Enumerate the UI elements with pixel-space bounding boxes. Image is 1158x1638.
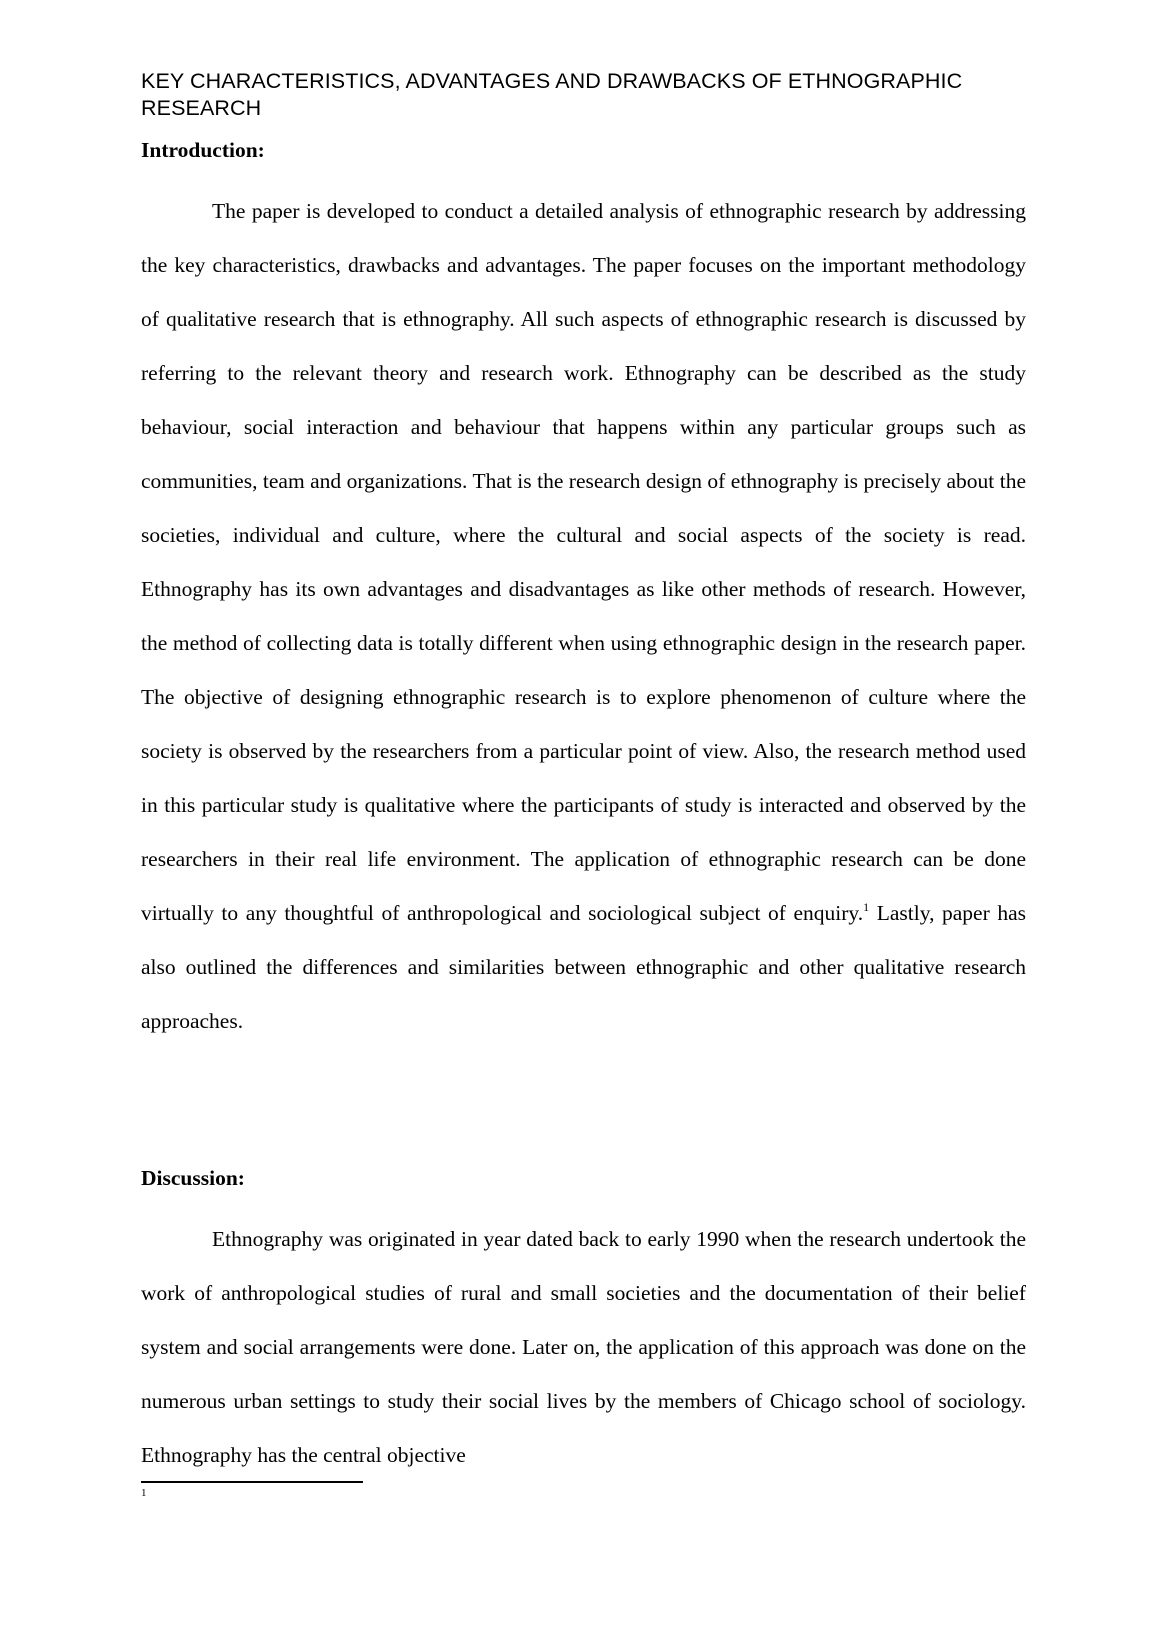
document-page <box>141 68 1026 1467</box>
introduction-heading: Introduction: <box>141 138 265 162</box>
discussion-heading: Discussion: <box>141 1166 245 1190</box>
discussion-body <box>141 1212 1026 1482</box>
document-title: KEY CHARACTERISTICS, ADVANTAGES AND DRAWBACKS OF ETHNOGRAPHIC RESEARCH <box>141 69 963 120</box>
introduction-text: The paper is developed to conduct a detailed analysis of ethnographic research by addressing the key characteristics, drawbacks and advantages. The paper focuses on the important methodology of qualitative research that is ethnography. All such aspects of ethnographic research is discussed by referring to the relevant theory and research work. Ethnography can be described as the study behaviour, social interaction and behaviour that happens within any particular groups such as communities, team and organizations. That is the research design of ethnography is precisely about the societies, individual and culture, where the cultural and social aspects of the society is read. Ethnography has its own advantages and disadvantages as like other methods of research. However, the method of collecting data is totally different when using ethnographic design in the research paper. The objective of designing ethnographic research is to explore phenomenon of culture where the society is observed by the researchers from a particular point of view. Also, the research method used in this particular study is qualitative where the participants of study is interacted and observed by the researchers in their real life environment. The application of ethnographic research can be done virtually to any thoughtful of anthropological and sociological subject of enquiry. <box>141 199 1026 925</box>
introduction-text-continued: Lastly, paper has also outlined the differences and similarities between ethnographic and other qualitative research approaches. <box>141 901 1026 1033</box>
discussion-paragraph: Ethnography was originated in year dated back to early 1990 when the research undertook the work of anthropological studies of rural and small societies and the documentation of their belief system and social arrangements were done. Later on, the application of this approach was done on the numerous urban settings to study their social lives by the members of Chicago school of sociology. Ethnography has the central objective <box>141 1227 1026 1467</box>
footnote-separator <box>141 1481 363 1483</box>
footnote-number: 1 <box>141 1487 147 1499</box>
footnote-reference: 1 <box>863 899 870 914</box>
introduction-paragraph <box>141 184 1026 1048</box>
